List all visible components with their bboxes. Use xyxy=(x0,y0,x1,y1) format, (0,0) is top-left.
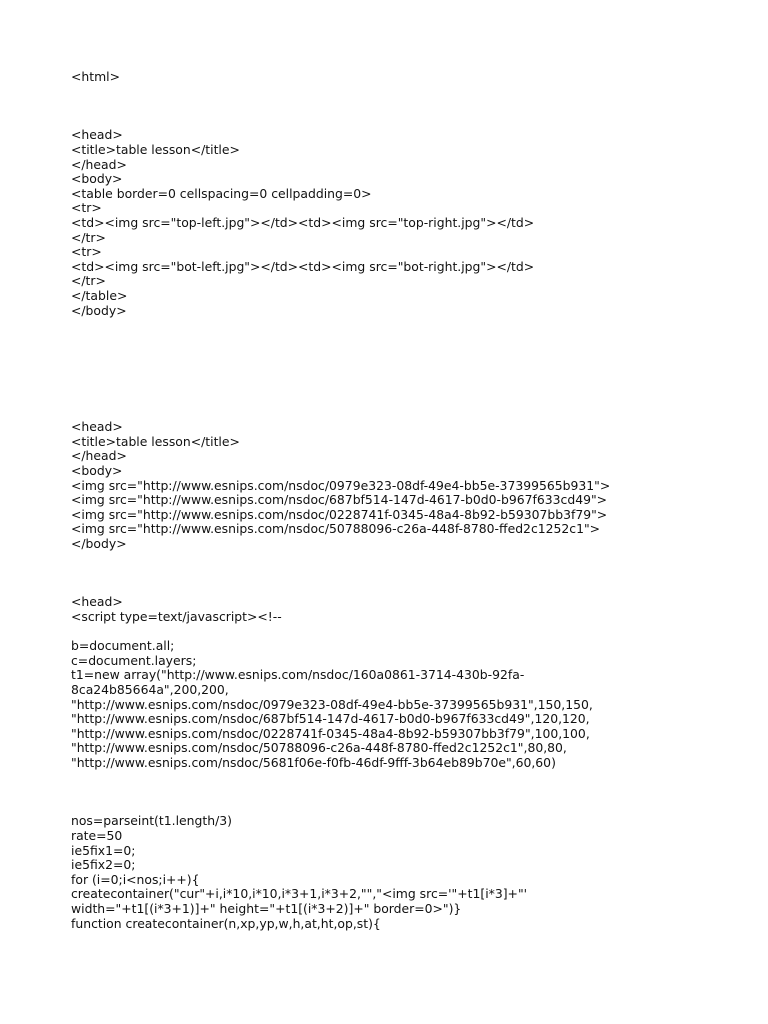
code-line: ie5fix2=0; xyxy=(71,857,136,873)
code-line: </head> xyxy=(71,448,127,464)
code-line: </body> xyxy=(71,536,127,552)
code-line: "http://www.esnips.com/nsdoc/50788096-c26a-448f-8780-ffed2c1252c1",80,80, xyxy=(71,740,567,756)
code-line: <head> xyxy=(71,594,123,610)
code-line: "http://www.esnips.com/nsdoc/0979e323-08df-49e4-bb5e-37399565b931",150,150, xyxy=(71,696,593,712)
code-line: 8ca24b85664a",200,200, xyxy=(71,682,229,697)
code-line: <body> xyxy=(71,463,123,479)
blank-gap xyxy=(71,318,761,420)
document-page xyxy=(71,70,761,931)
code-line: b=document.all; xyxy=(71,638,175,654)
code-line: <title>table lesson</title> xyxy=(71,433,240,449)
blank-gap xyxy=(71,85,761,129)
code-line: <table border=0 cellspacing=0 cellpadding=0> xyxy=(71,185,372,201)
code-line: </tr> xyxy=(71,229,106,245)
code-line: c=document.layers; xyxy=(71,652,197,668)
code-line: <img src="http://www.esnips.com/nsdoc/0979e323-08df-49e4-bb5e-37399565b931"> xyxy=(71,477,611,493)
code-line: width="+t1[(i*3+1)]+" height="+t1[(i*3+2)]+" border=0>")} xyxy=(71,900,462,916)
code-line: <head> xyxy=(71,127,123,143)
code-line: createcontainer("cur"+i,i*10,i*10,i*3+1,i*3+2,"","<img src='"+t1[i*3]+"' xyxy=(71,886,528,902)
code-line: "http://www.esnips.com/nsdoc/0228741f-0345-48a4-8b92-b59307bb3f79",100,100, xyxy=(71,725,590,741)
code-line: function createcontainer(n,xp,yp,w,h,at,ht,op,st){ xyxy=(71,915,381,931)
code-line: "http://www.esnips.com/nsdoc/687bf514-147d-4617-b0d0-b967f633cd49",120,120, xyxy=(71,711,590,727)
code-line: </tr> xyxy=(71,273,106,289)
html-open-block xyxy=(71,70,761,85)
script-array-block xyxy=(71,639,761,770)
code-line: for (i=0;i<nos;i++){ xyxy=(71,871,200,887)
code-line: nos=parseint(t1.length/3) xyxy=(71,813,232,829)
code-line: <img src="http://www.esnips.com/nsdoc/0228741f-0345-48a4-8b92-b59307bb3f79"> xyxy=(71,506,608,522)
code-line: <img src="http://www.esnips.com/nsdoc/50788096-c26a-448f-8780-ffed2c1252c1"> xyxy=(71,521,601,537)
code-line: <script type=text/javascript><!-- xyxy=(71,609,282,625)
code-line: <body> xyxy=(71,171,123,187)
code-line: </body> xyxy=(71,302,127,318)
script-head-block xyxy=(71,595,761,624)
code-line: <td><img src="top-left.jpg"></td><td><img src="top-right.jpg"></td> xyxy=(71,214,535,230)
blank-gap xyxy=(71,771,761,815)
code-line: rate=50 xyxy=(71,827,123,843)
code-line: <td><img src="bot-left.jpg"></td><td><img src="bot-right.jpg"></td> xyxy=(71,258,535,274)
code-line: <html> xyxy=(71,69,120,84)
code-line: </head> xyxy=(71,156,127,172)
image-markup-block xyxy=(71,420,761,551)
blank-gap xyxy=(71,552,761,596)
code-line: <title>table lesson</title> xyxy=(71,141,240,157)
code-line: ie5fix1=0; xyxy=(71,842,136,858)
code-line: </table> xyxy=(71,287,128,303)
code-line: <tr> xyxy=(71,200,102,216)
code-line: "http://www.esnips.com/nsdoc/5681f06e-f0fb-46df-9fff-3b64eb89b70e",60,60) xyxy=(71,754,556,770)
blank-gap xyxy=(71,625,761,640)
code-line: <tr> xyxy=(71,244,102,260)
code-line: t1=new array("http://www.esnips.com/nsdoc/160a0861-3714-430b-92fa- xyxy=(71,667,525,683)
table-markup-block xyxy=(71,128,761,318)
code-line: <head> xyxy=(71,419,123,435)
script-loop-block xyxy=(71,814,761,931)
code-line: <img src="http://www.esnips.com/nsdoc/687bf514-147d-4617-b0d0-b967f633cd49"> xyxy=(71,492,608,508)
